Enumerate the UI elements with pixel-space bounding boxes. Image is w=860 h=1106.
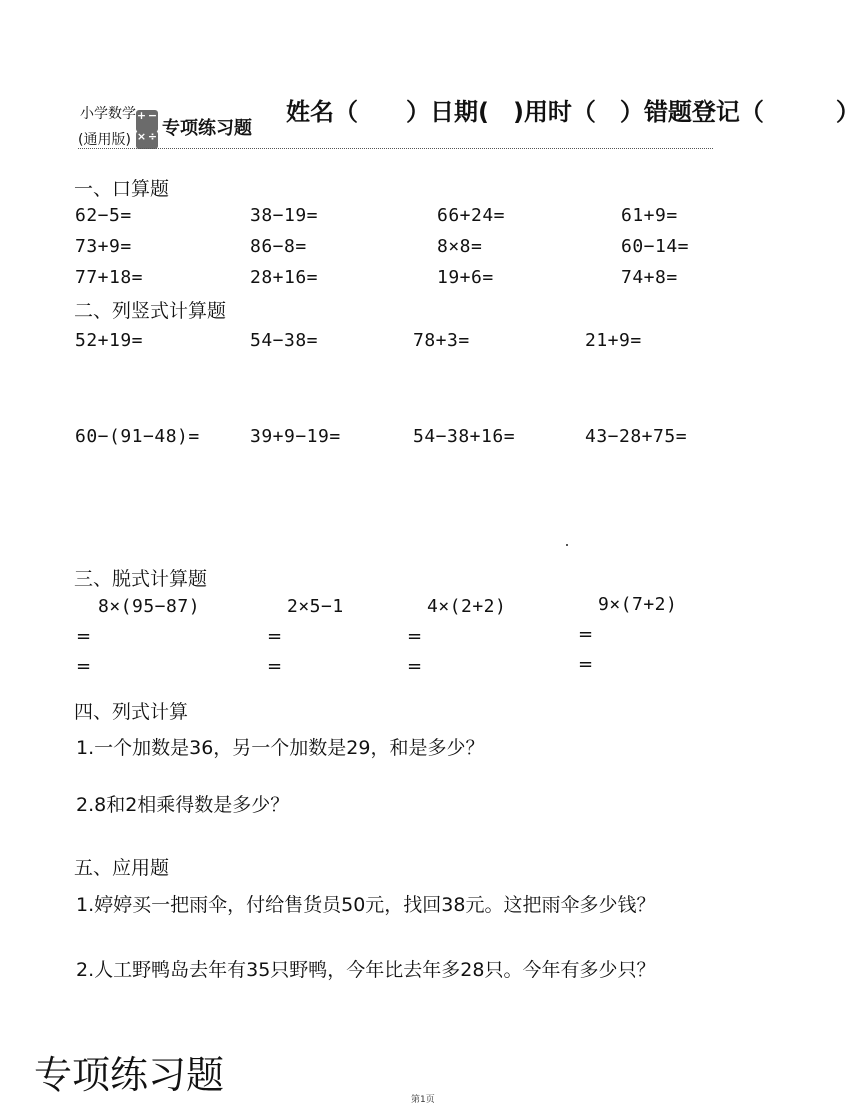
- divide-icon: ÷: [147, 130, 158, 143]
- logo-title: 专项练习题: [162, 118, 252, 139]
- times-icon: ×: [136, 130, 147, 143]
- logo-line2: (通用版): [78, 132, 131, 148]
- problem: 28+16=: [250, 267, 319, 288]
- problem: 73+9=: [75, 236, 132, 257]
- problem: 77+18=: [75, 267, 144, 288]
- problem: 74+8=: [621, 267, 678, 288]
- section3-title: 三、脱式计算题: [74, 568, 208, 590]
- speck: [566, 544, 568, 546]
- error-log-field[interactable]: 错题登记（ ）: [643, 98, 860, 126]
- operators-icon-2: [136, 131, 158, 149]
- problem: 9×(7+2): [598, 594, 678, 615]
- problem: 8×(95−87): [98, 596, 201, 617]
- question-1: 1.一个加数是36，另一个加数是29，和是多少？: [76, 737, 485, 759]
- section5-title: 五、应用题: [74, 857, 170, 879]
- equals-line: =: [76, 626, 92, 647]
- section4-title: 四、列式计算: [74, 701, 189, 723]
- page-number: 第1页: [411, 1095, 435, 1105]
- problem: 2×5−1: [287, 596, 344, 617]
- date-field[interactable]: 日期( ): [430, 98, 524, 126]
- footer-title: 专项练习题: [34, 1053, 225, 1097]
- equals-line: =: [578, 624, 594, 645]
- problem: 61+9=: [621, 205, 678, 226]
- section1-title: 一、口算题: [74, 178, 170, 200]
- equals-line: =: [578, 654, 594, 675]
- problem: 38−19=: [250, 205, 319, 226]
- equals-line: =: [267, 656, 283, 677]
- word-problem-1: 1.婷婷买一把雨伞，付给售货员50元，找回38元。这把雨伞多少钱？: [76, 894, 656, 916]
- plus-icon: +: [136, 109, 147, 122]
- problem: 54−38=: [250, 330, 319, 351]
- operators-icon: [136, 110, 158, 132]
- header-fields: [286, 92, 860, 127]
- equals-line: =: [407, 626, 423, 647]
- logo-line1: 小学数学: [80, 106, 136, 122]
- problem: 60−14=: [621, 236, 690, 257]
- problem: 60−(91−48)=: [75, 426, 200, 447]
- word-problem-2: 2.人工野鸭岛去年有35只野鸭，今年比去年多28只。今年有多少只？: [76, 959, 656, 981]
- problem: 62−5=: [75, 205, 132, 226]
- time-field[interactable]: 用时（ ）: [523, 98, 644, 126]
- problem: 43−28+75=: [585, 426, 688, 447]
- header-divider: [78, 148, 713, 149]
- problem: 19+6=: [437, 267, 494, 288]
- section2-title: 二、列竖式计算题: [74, 300, 227, 322]
- minus-icon: −: [147, 109, 158, 122]
- problem: 66+24=: [437, 205, 506, 226]
- problem: 52+19=: [75, 330, 144, 351]
- problem: 78+3=: [413, 330, 470, 351]
- problem: 21+9=: [585, 330, 642, 351]
- name-field[interactable]: 姓名（ ）: [286, 98, 430, 126]
- equals-line: =: [76, 656, 92, 677]
- problem: 86−8=: [250, 236, 307, 257]
- problem: 39+9−19=: [250, 426, 341, 447]
- problem: 8×8=: [437, 236, 483, 257]
- equals-line: =: [267, 626, 283, 647]
- problem: 4×(2+2): [427, 596, 507, 617]
- problem: 54−38+16=: [413, 426, 516, 447]
- question-2: 2.8和2相乘得数是多少？: [76, 794, 290, 816]
- equals-line: =: [407, 656, 423, 677]
